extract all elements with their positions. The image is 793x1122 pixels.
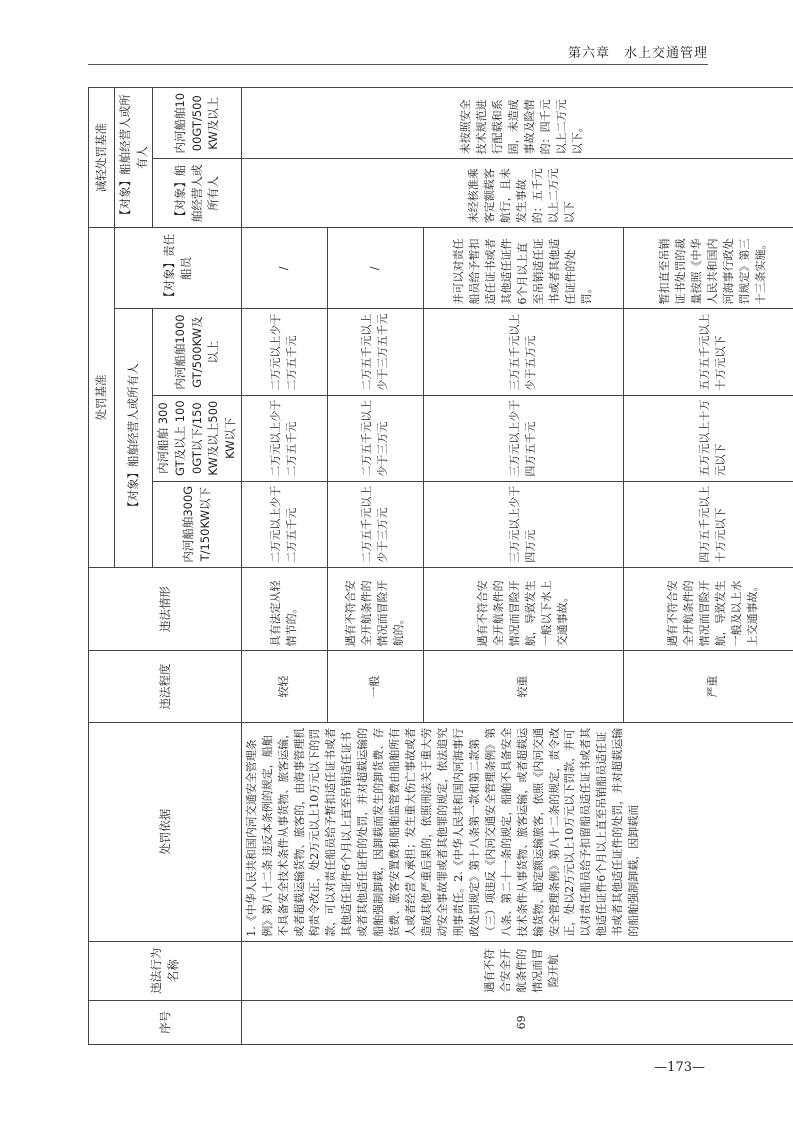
- level-degree: 较轻: [241, 651, 327, 722]
- penalty-small: 三万元以上少于四万元: [423, 481, 623, 567]
- header-act: 违法行为名称: [89, 941, 242, 1000]
- penalty-table: [88, 87, 793, 1045]
- header-reduced: 减轻处罚基准: [89, 88, 115, 228]
- penalty-large: 三万五千元以上少于五万元: [423, 309, 623, 395]
- level-circumstance: 遇有不符合安全开航条件的情况而冒险开航，导致发生一般以下水上交通事故。: [423, 567, 623, 651]
- penalty-small: 四万五千元以上十万元以下: [623, 481, 793, 567]
- header-degree: 违法程度: [89, 651, 242, 722]
- row-act: 遇有不符合安全开航条件的情况而冒险开航: [241, 941, 793, 1000]
- penalty-mid: 三万元以上少于四万五千元: [423, 395, 623, 481]
- penalty-mid: 五万元以上十万元以下: [623, 395, 793, 481]
- level-circumstance: 遇有不符合安全开航条件的情况而冒险开航，导致发生一般及以上水上交通事故。: [623, 567, 793, 651]
- level-degree: 较重: [423, 651, 623, 722]
- header-standard: 处罚基准: [89, 228, 115, 567]
- header-reduced-target: 【对象】船舶经营人或所有人: [115, 88, 153, 228]
- header-reduced-col: 内河船舶1000GT/500KW及以上: [153, 88, 241, 159]
- level-circumstance: 具有法定从轻情节的。: [241, 567, 327, 651]
- penalty-table-rotated: [88, 87, 768, 1045]
- level-circumstance: 遇有不符合安全开航条件的情况而冒险开航的。: [327, 567, 423, 651]
- header-col-small: 内河船舶300GT/150KW以下: [153, 481, 241, 567]
- header-seq: 序号: [89, 1000, 242, 1044]
- header-reduced-target-sub: 【对象】船舶经营人或所有人: [153, 159, 241, 228]
- penalty-small: 二万五千元以上少于三万元: [327, 481, 423, 567]
- penalty-crew: 并可以对责任船员给予暂扣适任证书或者其他适任证件6个月以上直至吊销适任证书或者其他适任证件的处罚。: [423, 228, 623, 309]
- level-degree: 严重: [623, 651, 793, 722]
- penalty-large: 二万五千元以上少于三万五千元: [327, 309, 423, 395]
- header-col-mid: 内河船舶 300GT及以上 1000GT以下/150KW及以上500KW以下: [153, 395, 241, 481]
- chapter-title: 第六章 水上交通管理: [567, 46, 708, 61]
- row-basis: 1.《中华人民共和国内河交通安全管理条例》第八十二条 违反本条例的规定，船舶不具备安全技术条件从事货物、旅客运输，或者超载运输货物、旅客的，由海事管理机构责令改正，处2万元以上10万元以下的罚款，可以对责任船员给予暂扣适任证书或者其他适任证件6个月以上直至吊销适任证书或者其他适任证件的处罚，并对超载运输的船舶强制卸载，因卸载而发生的卸货费、存货费、旅客安置费和船舶监管费由船舶所有人或者经营人承担；发生重大伤亡事故或者造成其他严重后果的，依照刑法关于重大劳动安全事故罪或者其他罪的规定，依法追究刑事责任。2.《中华人民共和国内河海事行政处罚规定》第十八条第一款和第二款第（三）项违反《内河交通安全管理条例》第八条、第二十一条的规定，船舶不具备安全技术条件从事货物、旅客运输，或者超载运输货物、超定额运输旅客，依照《内河交通安全管理条例》第八十二条的规定，责令改正，处以2万元以上10万元以下罚款，并可以对责任船员给予扣留船员适任证书或者其他适任证件6个月以上直至吊销船员适任证书或者其他适任证件的处罚，并对超载运输的船舶强制卸载，因卸载而: [241, 722, 793, 941]
- level-degree: 一般: [327, 651, 423, 722]
- header-col-large: 内河船舶1000GT/500KW及以上: [153, 309, 241, 395]
- penalty-large: 二万元以上少于二万五千元: [241, 309, 327, 395]
- penalty-crew: /: [327, 228, 423, 309]
- penalty-small: 二万元以上少于二万五千元: [241, 481, 327, 567]
- header-target-owner: 【对象】船舶经营人或所有人: [115, 309, 153, 567]
- header-basis: 处罚依据: [89, 722, 242, 941]
- page-header: [88, 40, 708, 62]
- reduced-condition: 未经核准乘客定额载客航行，且未发生事故的：五千元以上二万元以下: [241, 159, 793, 228]
- penalty-crew: /: [241, 228, 327, 309]
- header-circumstance: 违法情形: [89, 567, 242, 651]
- page-number: —173—: [654, 1060, 705, 1075]
- reduced-technical: 未按照安全技术规范进行配载和系固，未造成事故及险情的：四千元以上二万元以下。: [241, 88, 793, 159]
- header-target-crew: 【对象】责任船员: [115, 228, 242, 309]
- table-row: [241, 88, 327, 1045]
- penalty-mid: 二万元以上少于二万五千元: [241, 395, 327, 481]
- penalty-mid: 二万五千元以上少于三万元: [327, 395, 423, 481]
- penalty-crew: 暂扣直至吊销证书处罚的裁量按照《中华人民共和国内河海事行政处罚规定》第三十三条实施。: [623, 228, 793, 309]
- header-rule: [88, 64, 708, 65]
- row-seq: 69: [241, 1000, 793, 1044]
- penalty-large: 五万五千元以上十万元以下: [623, 309, 793, 395]
